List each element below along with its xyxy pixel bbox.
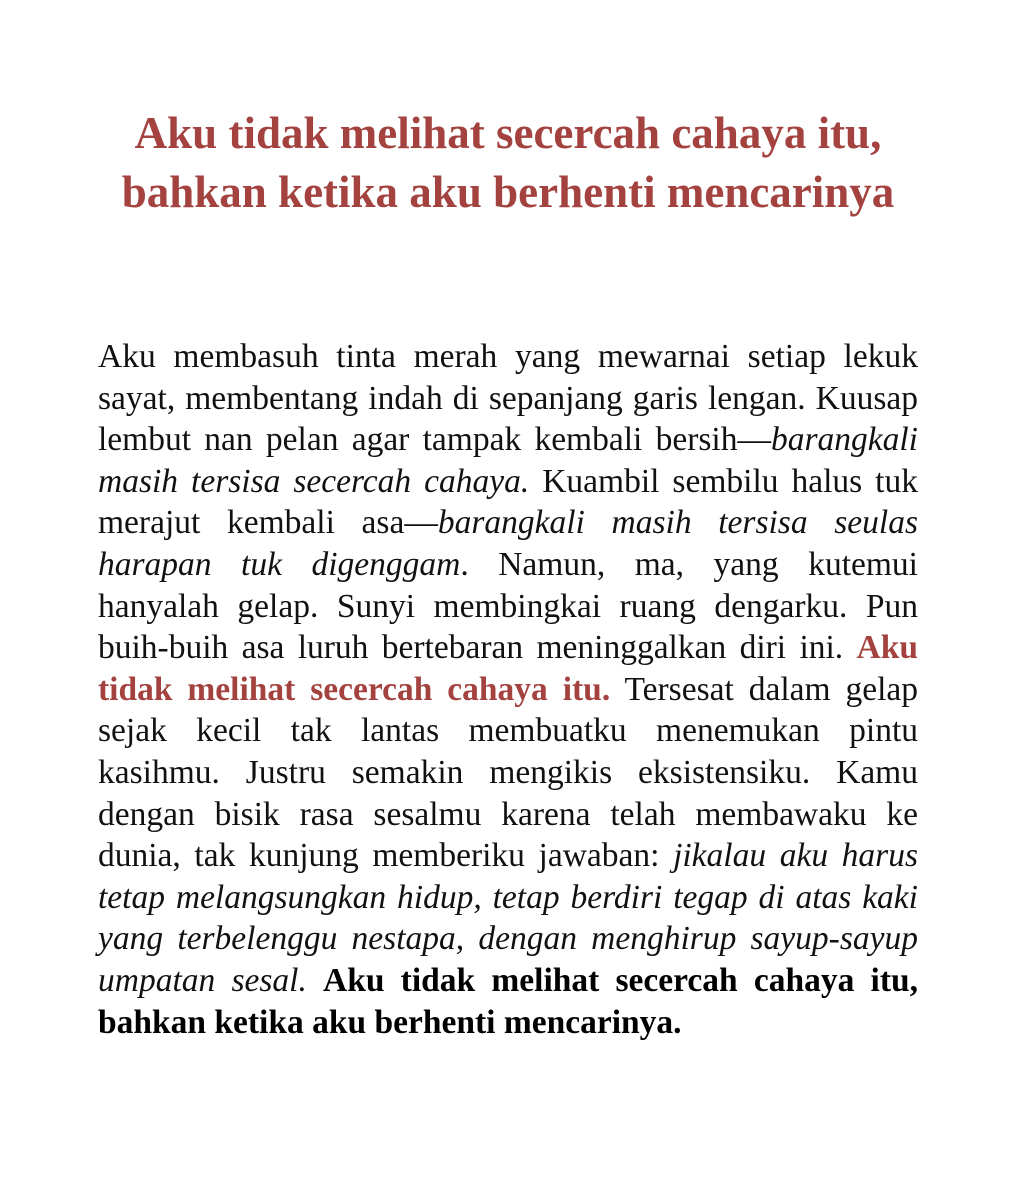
body-text-segment: [307, 962, 323, 999]
page-title: Aku tidak melihat secercah cahaya itu, bahkan ketika aku berhenti mencarinya: [121, 108, 895, 217]
body-paragraph: [98, 336, 918, 1043]
body-text-segment: . Namun, ma, yang kutemui hanyalah gelap. Sunyi membingkai ruang dengarku. Pun buih-buih asa luruh bertebaran meninggalkan diri ini.: [98, 545, 918, 667]
body-italic-segment: jikalau aku harus tetap melangsungkan hidup, tetap berdiri tegap di atas kaki yang terbelenggu nestapa, dengan menghirup sayup-sayup umpatan sesal.: [98, 837, 919, 999]
closing-bold-sentence: Aku tidak melihat secercah cahaya itu, bahkan ketika aku berhenti mencarinya.: [98, 961, 919, 1041]
body-italic-segment: barangkali masih tersisa secercah cahaya.: [98, 421, 918, 500]
body-text-segment: Aku membasuh tinta merah yang mewarnai setiap lekuk sayat, membentang indah di sepanjang garis lengan. Kuusap lembut nan pelan agar tampak kembali bersih—: [98, 338, 918, 459]
body-text-segment: Kuambil sembilu halus tuk merajut kembali asa—: [98, 462, 918, 542]
highlight-red-bold: Aku tidak melihat secercah cahaya itu.: [98, 629, 918, 708]
body-text-segment: Tersesat dalam gelap sejak kecil tak lantas membuatku menemukan pintu kasihmu. Justru semakin mengikis eksistensiku. Kamu dengan bisik rasa sesalmu karena telah membawaku ke dunia, tak kunjung memberiku jawaban:: [98, 670, 919, 875]
body-italic-segment: barangkali masih tersisa seulas harapan tuk digenggam: [98, 504, 918, 583]
